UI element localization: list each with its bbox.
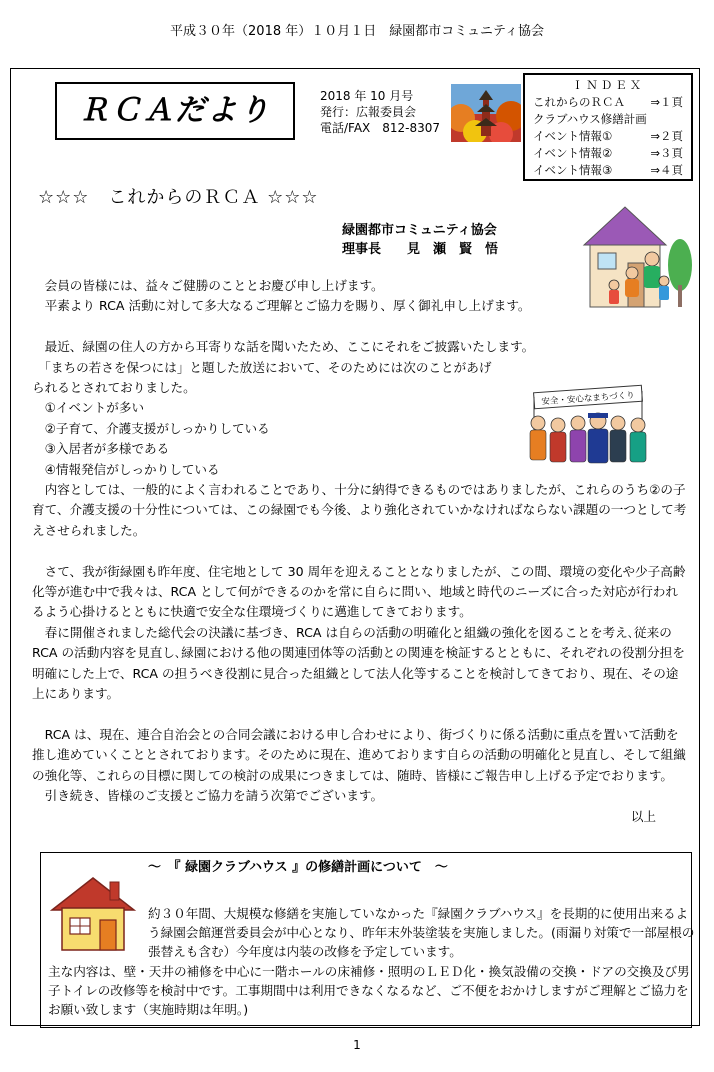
- article-paragraph: 「まちの若さを保つには」と題した放送において、そのためには次のことがあげられるとされておりました。: [32, 359, 492, 396]
- clubhouse-paragraph: 主な内容は、壁・天井の補修を中心に一階ホールの床補修・照明のＬＥＤ化・換気設備の交換・ドアの交換及び男子トイレの改修等を検討中です。工事期間中は利用できなくなるなど、ご不便をおかけしますがご理解とご協力をお願い致します（実施時期は年明。): [48, 964, 690, 1018]
- index-item[interactable]: [533, 111, 683, 128]
- article-paragraph: 平素より RCA 活動に対して多大なるご理解とご協力を賜り、厚く御礼申し上げます。: [32, 298, 531, 314]
- article-paragraph: RCA は、現在、連合自治会との合同会議における申し合わせにより、街づくりに係る活動に重点を置いて活動を推し進めていくこととされております。そのために現在、進めております自らの活動の明確化と見直し、そして組織の強化等、これらの目標に関しての検討の成果につきましては、随時、皆様にご報告申し上げる予定でおります。: [32, 726, 686, 783]
- article-title: ☆☆☆ これからのＲＣＡ ☆☆☆: [38, 187, 319, 208]
- list-item: ①イベントが多い: [32, 400, 145, 416]
- index-box: [523, 73, 693, 181]
- article-body: [32, 276, 688, 827]
- index-title: ＩＮＤＥＸ: [571, 78, 645, 92]
- list-item: ④情報発信がしっかりしている: [32, 461, 220, 477]
- index-item-page: ⇒４頁: [650, 163, 683, 177]
- list-item: ③入居者が多様である: [32, 441, 170, 457]
- paragraph-gap: [32, 705, 688, 725]
- list-item: ②子育て、介護支援がしっかりしている: [32, 420, 270, 436]
- article-author: 理事長 見 瀬 賢 悟: [342, 242, 499, 257]
- article-paragraph: 最近、緑園の住人の方から耳寄りな話を聞いたため、ここにそれをご披露いたします。: [32, 339, 535, 355]
- paragraph-gap: [32, 541, 688, 561]
- autumn-pagoda-photo: [451, 84, 521, 142]
- publisher: 発行：広報委員会: [320, 105, 417, 119]
- index-item-label: イベント情報①: [533, 129, 613, 143]
- clubhouse-icon: [48, 874, 138, 954]
- index-item-label: イベント情報②: [533, 146, 613, 160]
- article-paragraph: 会員の皆様には、益々ご健勝のこととお慶び申し上げます。: [32, 278, 384, 293]
- index-item[interactable]: [533, 128, 683, 145]
- issue-date: 2018 年 10 月号: [320, 89, 414, 103]
- header-date-line: 平成３０年（2018 年）１０月１日 緑園都市コミュニティ協会: [170, 24, 544, 39]
- clubhouse-title: ～ 『 緑園クラブハウス 』の修繕計画について ～: [148, 860, 448, 875]
- index-item[interactable]: [533, 94, 683, 111]
- index-item-page: ⇒３頁: [650, 146, 683, 160]
- article-org: 緑園都市コミュニティ協会: [342, 223, 497, 238]
- index-item-label: クラブハウス修繕計画: [533, 112, 647, 126]
- closing-word: 以上: [630, 808, 656, 824]
- contact-phone: 電話/FAX 812-8307: [320, 121, 441, 135]
- article-paragraph: 春に開催されました総代会の決議に基づき、RCA は自らの活動の明確化と組織の強化を図ることを考え､従来の RCA の活動内容を見直し､緑園における他の関連団体等の活動との関連を検証するとともに、それぞれの役割分担を明確にした上で、RCA の担うべき役割に見合った組織として法人化等することを検討してきており、現在、その途上にあります。: [32, 624, 685, 702]
- issue-info: [320, 88, 440, 136]
- article-paragraph: 引き続き、皆様のご支援とご協力を請う次第でございます。: [32, 788, 384, 804]
- index-item-page: ⇒２頁: [650, 129, 683, 143]
- illustration-banner-text: 安全・安心なまちづくり: [541, 390, 636, 408]
- article-paragraph: 内容としては、一般的によく言われることであり、十分に納得できるものではありましたが、これらのうち②の子育て、介護支援の十分性については、この緑園でも今後、より強化されていかなければならない課題の一つとして考えさせられました。: [32, 482, 687, 538]
- article-paragraph: さて、我が街緑園も昨年度、住宅地として 30 周年を迎えることとなりましたが、この間、環境の変化や少子高齢化等が進む中で我々は、RCA として何ができるのかを常に自らに問い、地域と時代のニーズに合った対応が行われるよう心掛けるとともに快適で安全な住環境づくりに邁進してきております。: [32, 563, 686, 620]
- clubhouse-paragraph: 約３０年間、大規模な修繕を実施していなかった『緑園クラブハウス』を長期的に使用出来るよう緑園会館運営委員会が中心となり、昨年末外装塗装を実施しました。(雨漏り対策で一部屋根の張替えも含む）今年度は内装の改修を予定しています。: [148, 906, 695, 960]
- page-number: 1: [353, 1038, 361, 1052]
- newsletter-title: ＲＣＡだより: [55, 82, 295, 140]
- index-item-page: ⇒１頁: [650, 95, 683, 109]
- index-item[interactable]: [533, 145, 683, 162]
- index-item[interactable]: [533, 162, 683, 179]
- paragraph-gap: [32, 317, 688, 337]
- index-item-label: イベント情報③: [533, 163, 613, 177]
- index-item-label: これからのＲＣＡ: [533, 95, 625, 109]
